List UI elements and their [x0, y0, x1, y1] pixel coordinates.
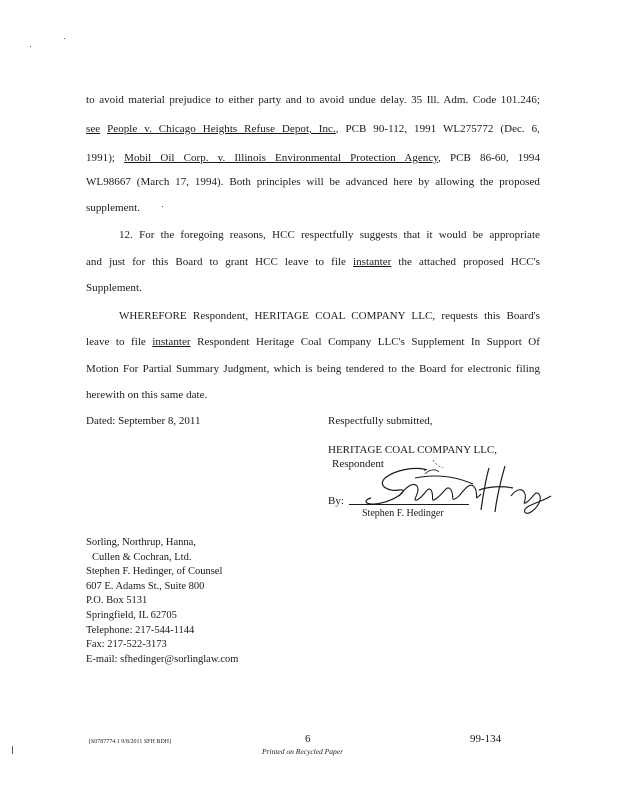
p3-line-4: herewith on this same date. [86, 389, 208, 401]
address-line: Telephone: 217-544-1144 [86, 624, 195, 636]
case-citation-mobil: Mobil Oil Corp. v. Illinois Environmental Protection Agency [124, 152, 439, 164]
company-name: HERITAGE COAL COMPANY LLC, [328, 444, 498, 456]
case-citation-people: People v. Chicago Heights Refuse Depot, Inc. [107, 123, 336, 135]
p3-line-3: Motion For Partial Summary Judgment, which is being tendered to the Board for electronic filing [86, 363, 540, 375]
scan-speck [30, 46, 31, 47]
p1-line-5: supplement. [86, 202, 141, 214]
by-label: By: [328, 495, 344, 507]
handwritten-signature [355, 456, 555, 528]
address-line: Sorling, Northrup, Hanna, [86, 537, 196, 548]
respondent-label: Respondent [332, 458, 384, 470]
p2-line-3: Supplement. [86, 282, 142, 294]
scan-speck [424, 470, 425, 471]
page-number: 6 [305, 733, 311, 745]
instanter-term: instanter [353, 256, 392, 268]
address-line: E-mail: sfhedinger@sorlinglaw.com [86, 653, 239, 665]
p1-line-3: 1991); Mobil Oil Corp. v. Illinois Environmental Protection Agency, PCB 86-60, 1994 [86, 152, 541, 164]
p2-line-1: 12. For the foregoing reasons, HCC respectfully suggests that it would be appropriate [119, 229, 540, 241]
printed-on-recycled-paper: Printed on Recycled Paper [262, 747, 344, 756]
signer-name: Stephen F. Hedinger [362, 508, 444, 519]
address-line: P.O. Box 5131 [86, 595, 148, 607]
address-line: Stephen F. Hedinger, of Counsel [86, 566, 223, 578]
p3-line-2: leave to file instanter Respondent Heritage Coal Company LLC's Supplement In Support Of [86, 336, 540, 348]
address-line: Cullen & Cochran, Ltd. [92, 551, 192, 563]
instanter-term-2: instanter [152, 336, 191, 348]
scan-speck [64, 38, 65, 39]
p3-line-1: WHEREFORE Respondent, HERITAGE COAL COMPANY LLC, requests this Board's [119, 310, 540, 322]
scan-speck [162, 206, 163, 207]
p1-line-4: WL98667 (March 17, 1994). Both principles will be advanced here by allowing the proposed [86, 176, 540, 188]
scan-speck [12, 746, 13, 754]
address-line: Fax: 217-522-3173 [86, 639, 167, 651]
dated-line: Dated: September 8, 2011 [86, 415, 201, 427]
respectfully-submitted: Respectfully submitted, [328, 415, 433, 427]
see-signal: see [86, 123, 101, 135]
p2-line-2: and just for this Board to grant HCC leave to file instanter the attached proposed HCC's [86, 256, 540, 268]
case-number: 99-134 [470, 733, 502, 745]
address-line: 607 E. Adams St., Suite 800 [86, 580, 205, 592]
p1-line-1: to avoid material prejudice to either party and to avoid undue delay. 35 Ill. Adm. Code 101.246; [86, 94, 540, 106]
counsel-address-block [86, 536, 238, 667]
p1-line-2: see People v. Chicago Heights Refuse Depot, Inc., PCB 90-112, 1991 WL275772 (Dec. 6, [86, 123, 540, 135]
address-line: Springfield, IL 62705 [86, 609, 177, 621]
document-code: {S0787774.1 9/8/2011 SFH BDH} [88, 739, 172, 745]
